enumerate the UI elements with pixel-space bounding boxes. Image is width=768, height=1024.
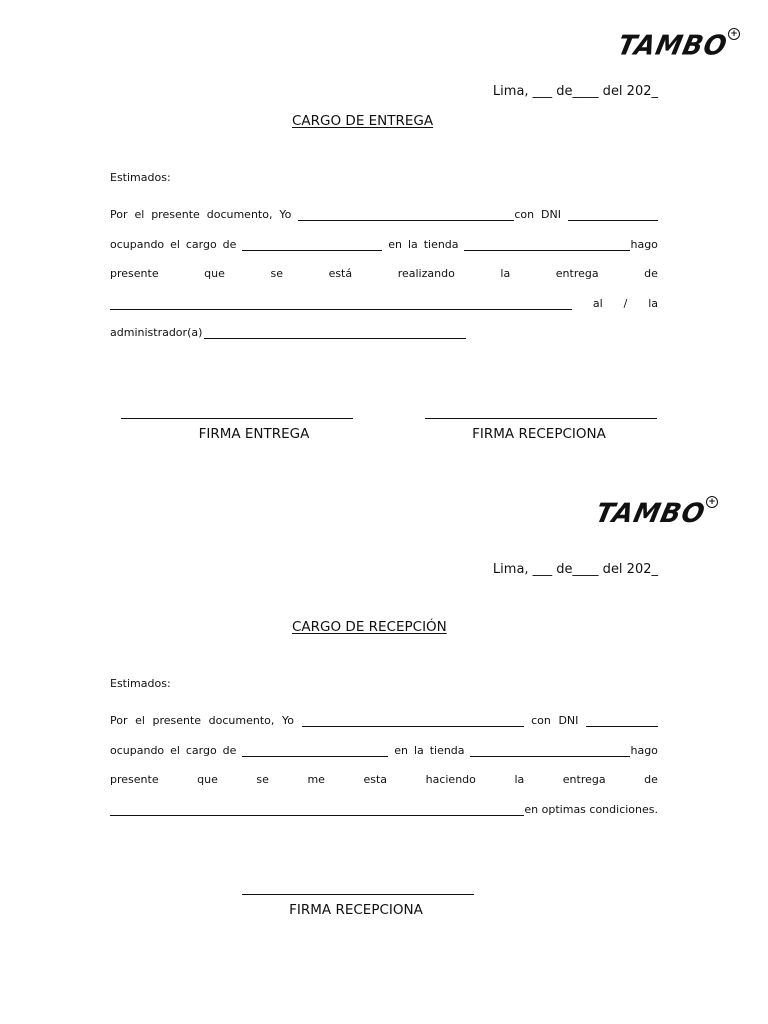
word: haciendo [425,773,476,786]
dni-field[interactable] [586,715,658,727]
greeting: Estimados: [110,171,171,184]
word: tienda [429,744,465,757]
word: Yo [279,208,292,221]
word: cargo [185,744,217,757]
word: presente [110,773,159,786]
word: administrador(a) [110,326,203,339]
word: que [197,773,218,786]
word: DNI [541,208,561,221]
name-field[interactable] [298,209,514,221]
paragraph-line-3 [110,267,658,280]
word: entrega [562,773,606,786]
signature-line-reception [425,418,657,419]
item-field[interactable] [110,298,572,310]
paragraph-line-3 [110,773,658,786]
document-title: CARGO DE RECEPCIÓN [292,619,447,635]
paragraph-line-1 [110,208,658,221]
paragraph-line-2 [110,238,658,251]
document-title: CARGO DE ENTREGA [292,113,434,129]
word: la [407,238,418,251]
word: me [307,773,325,786]
store-field[interactable] [464,239,630,251]
word: se [256,773,269,786]
word: esta [363,773,388,786]
paragraph-line-5 [110,326,466,339]
position-field[interactable] [242,745,388,757]
signature-line-reception [242,894,474,895]
signature-line-delivery [121,418,353,419]
word: que [204,267,225,280]
plus-icon: + [706,496,718,508]
tambo-logo [614,28,740,62]
word: de [644,267,658,280]
word: con [531,714,551,727]
word: se [270,267,283,280]
word: con [514,208,535,221]
paragraph-line-1 [110,714,658,727]
paragraph-line-2 [110,744,658,757]
word: realizando [397,267,455,280]
word: de [222,238,237,251]
tambo-logo-text: TAMBO [592,498,709,530]
signature-label-reception: FIRMA RECEPCIONA [472,426,606,442]
word: la [514,773,525,786]
word: el [170,744,180,757]
word: en [394,744,409,757]
store-field[interactable] [470,745,630,757]
date-line: Lima, ___ de____ del 202_ [492,84,658,99]
word: hago [630,744,658,757]
word: al [592,297,603,310]
word: DNI [558,714,579,727]
word: documento, [208,714,275,727]
position-field[interactable] [242,239,382,251]
word: hago [630,238,658,251]
greeting: Estimados: [110,677,171,690]
word: la [413,744,424,757]
word: Por [110,208,128,221]
word: el [135,714,145,727]
date-line: Lima, ___ de____ del 202_ [492,562,658,577]
word: el [134,208,145,221]
word: la [500,267,511,280]
tambo-logo [592,496,718,530]
paragraph-line-4 [110,803,658,816]
name-field[interactable] [302,715,524,727]
word: en optimas condiciones. [524,803,658,816]
word: Yo [281,714,294,727]
word: el [170,238,180,251]
word: cargo [185,238,217,251]
word: de [222,744,237,757]
word: Por [110,714,128,727]
word: presente [151,208,200,221]
administrator-field[interactable] [204,327,466,339]
signature-label-delivery: FIRMA ENTREGA [198,426,310,442]
word: presente [110,267,159,280]
tambo-logo-text: TAMBO [614,30,731,62]
word: la [648,297,658,310]
word: documento, [206,208,273,221]
word: presente [152,714,202,727]
word: / [623,297,628,310]
word: está [328,267,353,280]
plus-icon: + [728,28,740,40]
word: en [388,238,403,251]
word: tienda [423,238,459,251]
dni-field[interactable] [568,209,658,221]
word: ocupando [110,744,165,757]
paragraph-line-4 [110,297,658,310]
word: ocupando [110,238,165,251]
word: entrega [555,267,599,280]
signature-label-reception: FIRMA RECEPCIONA [289,902,423,918]
item-field[interactable] [110,804,524,816]
word: de [644,773,658,786]
